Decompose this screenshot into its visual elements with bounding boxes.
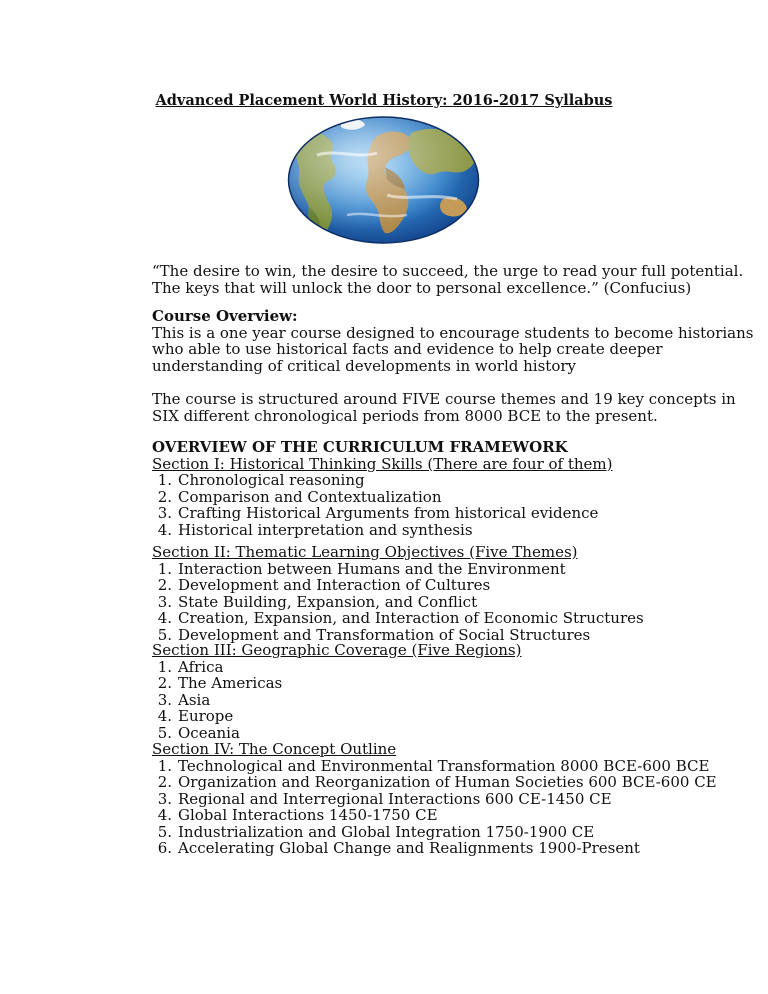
list-item: 6. Accelerating Global Change and Realignments 1900-Present [157,839,640,857]
list-item: 3. Crafting Historical Arguments from historical evidence [157,504,599,522]
course-overview-heading: Course Overview: [152,307,298,325]
list-item: 1. Africa [157,657,224,676]
list-item: 3. State Building, Expansion, and Conflict [157,592,478,611]
section-list [152,471,752,537]
section-title: Section II: Thematic Learning Objectives (Five Themes) [152,543,578,561]
course-overview [152,307,752,373]
course-overview-line-2: who able to use historical facts and evidence to help create deeper [152,340,663,358]
course-overview-line-3: understanding of critical developments in world history [152,356,576,375]
framework-heading: OVERVIEW OF THE CURRICULUM FRAMEWORK [152,438,568,456]
list-item: 1. Interaction between Humans and the Environment [157,559,566,578]
course-structure-line-1: The course is structured around FIVE course themes and 19 key concepts in [152,390,736,408]
section-title: Section IV: The Concept Outline [152,740,397,758]
list-item: 1. Technological and Environmental Transformation 8000 BCE-600 BCE [157,756,710,775]
list-item: 2. Development and Interaction of Cultures [157,576,491,594]
section-list [152,658,752,741]
list-item: 3. Regional and Interregional Interactions 600 CE-1450 CE [157,789,612,808]
quote-line-1: “The desire to win, the desire to succeed, the urge to read your full potential. [152,262,744,280]
list-item: 4. Historical interpretation and synthesis [157,520,473,539]
globe-earth-icon [287,115,480,245]
list-item: 2. Comparison and Contextualization [157,487,442,506]
section-concept-outline [152,740,752,856]
list-item: 2. Organization and Reorganization of Human Societies 600 BCE-600 CE [157,773,717,791]
list-item: 5. Development and Transformation of Social Structures [157,625,591,644]
course-overview-line-1: This is a one year course designed to encourage students to become historians [152,323,754,342]
list-item: 4. Global Interactions 1450-1750 CE [157,806,438,824]
list-item: 2. The Americas [157,674,283,692]
section-title: Section III: Geographic Coverage (Five Regions) [152,641,522,659]
list-item: 4. Europe [157,707,234,725]
section-title: Section I: Historical Thinking Skills (There are four of them) [152,454,613,473]
curriculum-framework [152,438,752,537]
course-structure-line-2: SIX different chronological periods from 8000 BCE to the present. [152,406,658,425]
list-item: 5. Industrialization and Global Integration 1750-1900 CE [157,822,595,841]
section-list [152,560,752,643]
course-structure [152,390,752,423]
list-item: 1. Chronological reasoning [157,471,365,489]
list-item: 4. Creation, Expansion, and Interaction of Economic Structures [157,609,644,627]
quote [152,262,752,295]
list-item: 5. Oceania [157,723,240,742]
section-geographic-coverage [152,641,752,740]
section-thematic-objectives [152,543,752,642]
list-item: 3. Asia [157,690,211,709]
page-title: Advanced Placement World History: 2016-2017 Syllabus [155,92,613,109]
section-list [152,757,752,856]
quote-line-2: The keys that will unlock the door to personal excellence.” (Confucius) [152,278,692,297]
